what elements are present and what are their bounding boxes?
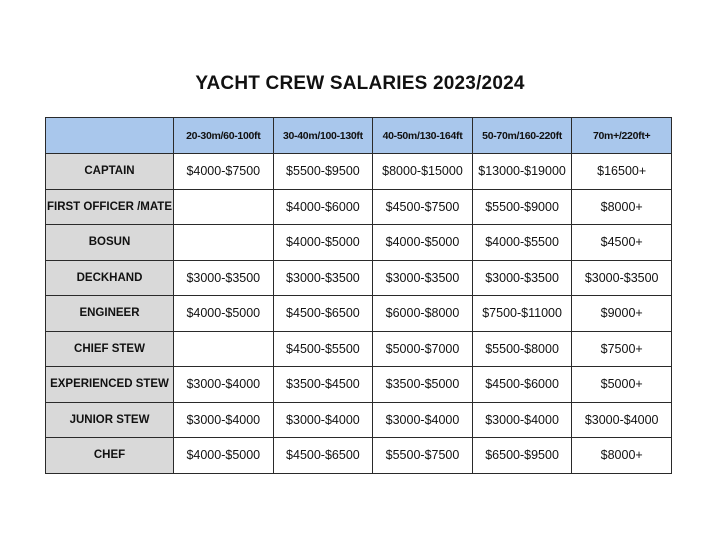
table-row — [46, 154, 672, 190]
salary-cell: $3500-$4500 — [273, 367, 373, 403]
corner-cell — [46, 118, 174, 154]
salary-cell: $3000-$3500 — [273, 260, 373, 296]
salary-cell: $4500+ — [572, 225, 672, 261]
table-row — [46, 260, 672, 296]
table-row — [46, 296, 672, 332]
table-row — [46, 438, 672, 474]
column-header: 40-50m/130-164ft — [373, 118, 473, 154]
table-row — [46, 225, 672, 261]
salary-cell: $3000-$3500 — [174, 260, 274, 296]
salary-cell: $13000-$19000 — [472, 154, 572, 190]
salary-cell: $16500+ — [572, 154, 672, 190]
salary-cell: $3000-$3500 — [373, 260, 473, 296]
salary-cell — [174, 331, 274, 367]
salary-cell: $5000+ — [572, 367, 672, 403]
role-label: EXPERIENCED STEW — [46, 367, 174, 403]
column-header: 70m+/220ft+ — [572, 118, 672, 154]
role-label: CAPTAIN — [46, 154, 174, 190]
salary-cell: $3000-$4000 — [572, 402, 672, 438]
salary-cell: $7500+ — [572, 331, 672, 367]
salary-cell: $3000-$4000 — [373, 402, 473, 438]
salary-cell: $4000-$5000 — [174, 438, 274, 474]
salary-cell: $5500-$9000 — [472, 189, 572, 225]
salary-cell: $4500-$6500 — [273, 296, 373, 332]
table-header-row — [46, 118, 672, 154]
salary-cell: $9000+ — [572, 296, 672, 332]
salary-cell: $3000-$4000 — [472, 402, 572, 438]
salary-cell: $4000-$5000 — [373, 225, 473, 261]
salary-cell: $5500-$8000 — [472, 331, 572, 367]
salary-cell: $5500-$9500 — [273, 154, 373, 190]
salary-cell: $6500-$9500 — [472, 438, 572, 474]
salary-cell: $4000-$5000 — [174, 296, 274, 332]
role-label: FIRST OFFICER /MATE — [46, 189, 174, 225]
salary-cell: $4500-$6000 — [472, 367, 572, 403]
table-row — [46, 189, 672, 225]
table-row — [46, 402, 672, 438]
role-label: BOSUN — [46, 225, 174, 261]
column-header: 50-70m/160-220ft — [472, 118, 572, 154]
salary-cell: $8000+ — [572, 189, 672, 225]
salary-cell: $6000-$8000 — [373, 296, 473, 332]
salary-cell: $4500-$7500 — [373, 189, 473, 225]
role-label: JUNIOR STEW — [46, 402, 174, 438]
salary-cell: $4000-$7500 — [174, 154, 274, 190]
role-label: DECKHAND — [46, 260, 174, 296]
role-label: ENGINEER — [46, 296, 174, 332]
salary-cell — [174, 189, 274, 225]
salary-cell — [174, 225, 274, 261]
salary-cell: $4500-$5500 — [273, 331, 373, 367]
table-row — [46, 367, 672, 403]
salary-cell: $4000-$6000 — [273, 189, 373, 225]
salary-cell: $3000-$4000 — [174, 402, 274, 438]
column-header: 30-40m/100-130ft — [273, 118, 373, 154]
table-row — [46, 331, 672, 367]
salary-cell: $3000-$3500 — [472, 260, 572, 296]
salary-table — [45, 117, 672, 474]
role-label: CHEF — [46, 438, 174, 474]
page-title: YACHT CREW SALARIES 2023/2024 — [195, 73, 525, 94]
salary-cell: $3000-$3500 — [572, 260, 672, 296]
salary-cell: $4500-$6500 — [273, 438, 373, 474]
salary-cell: $4000-$5500 — [472, 225, 572, 261]
salary-cell: $8000-$15000 — [373, 154, 473, 190]
salary-cell: $3000-$4000 — [273, 402, 373, 438]
salary-cell: $8000+ — [572, 438, 672, 474]
salary-cell: $5000-$7000 — [373, 331, 473, 367]
salary-cell: $7500-$11000 — [472, 296, 572, 332]
salary-cell: $3500-$5000 — [373, 367, 473, 403]
salary-cell: $3000-$4000 — [174, 367, 274, 403]
salary-cell: $4000-$5000 — [273, 225, 373, 261]
column-header: 20-30m/60-100ft — [174, 118, 274, 154]
role-label: CHIEF STEW — [46, 331, 174, 367]
salary-cell: $5500-$7500 — [373, 438, 473, 474]
